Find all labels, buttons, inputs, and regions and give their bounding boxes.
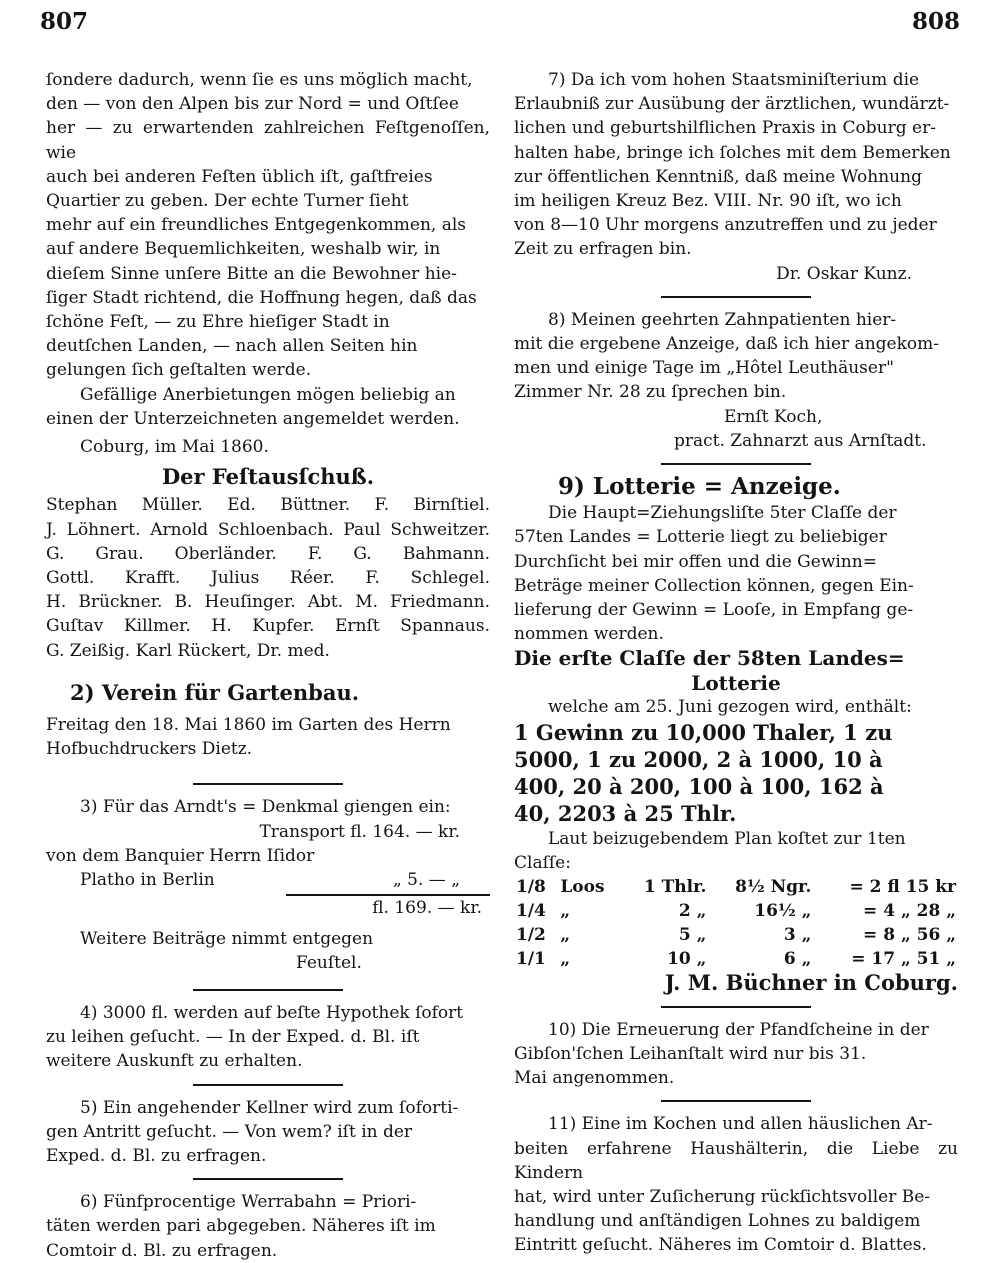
ad-dentist-title: pract. Zahnarzt aus Arnſtadt. — [674, 430, 927, 451]
table-cell: „ — [560, 949, 571, 970]
page-number-right: 808 — [911, 8, 960, 35]
text-line: täten werden pari abgegeben. Näheres iſt im — [46, 1216, 436, 1237]
text-line: 8) Meinen geehrten Zahnpatienten hier- — [548, 309, 897, 330]
text-line: deutſchen Landen, — nach allen Seiten hin — [46, 336, 418, 357]
text-line: nommen werden. — [514, 624, 664, 645]
table-cell: = 8 „ 56 „ — [863, 925, 956, 946]
text-line: 5) Ein angehender Kellner wird zum ſoforti- — [80, 1097, 459, 1118]
text-line: einen der Unterzeichneten angemeldet werden. — [46, 408, 460, 429]
text-line: beiten erfahrene Haushälterin, die Liebe zu Kindern — [514, 1138, 958, 1183]
page-number-left: 807 — [40, 8, 89, 35]
committee-names — [46, 493, 490, 662]
text-line: Beträge meiner Collection können, gegen Ein- — [514, 575, 914, 596]
text-line: hat, wird unter Zuſicherung rückſichtsvoller Be- — [514, 1186, 931, 1207]
festival-notice — [46, 68, 490, 489]
table-cell: 1/8 — [516, 877, 546, 898]
ad-railway-bonds — [46, 1190, 490, 1263]
table-cell: 5 „ — [678, 925, 707, 946]
text-line: lichen und geburtshilflichen Praxis in Coburg er- — [514, 118, 936, 139]
text-line: 57ten Landes = Lotterie liegt zu beliebiger — [514, 527, 887, 548]
table-cell: 16½ „ — [754, 901, 812, 922]
table-cell: 6 „ — [783, 949, 812, 970]
lottery-plan: Laut beizugebendem Plan koſtet zur 1ten — [548, 829, 906, 850]
text-line: lieferung der Gewinn = Looſe, in Empfang ge- — [514, 600, 914, 621]
text-line: gen Antritt geſucht. — Von wem? iſt in der — [46, 1121, 413, 1142]
table-row — [514, 923, 958, 947]
ad-lottery — [514, 475, 958, 996]
table-cell: = 17 „ 51 „ — [851, 949, 956, 970]
text-line: von 8—10 Uhr morgens anzutreffen und zu jeder — [514, 215, 937, 236]
lottery-heading: 9) Lotterie = Anzeige. — [558, 473, 841, 501]
text-line: Zeit zu erfragen bin. — [514, 239, 692, 260]
ad-dentist-sign: Ernſt Koch, — [724, 406, 823, 427]
text-line: 7) Da ich vom hohen Staatsminiſterium die — [548, 70, 920, 90]
section-divider — [661, 463, 811, 465]
text-line: Eintritt geſucht. Näheres im Comtoir d. Blattes. — [514, 1235, 927, 1256]
text-line: Mai angenommen. — [514, 1068, 675, 1089]
text-line: handlung und anſtändigen Lohnes zu baldigem — [514, 1211, 921, 1232]
committee-title: Der Feſtausſchuß. — [161, 464, 375, 490]
committee-line: G. Zeißig. Karl Rückert, Dr. med. — [46, 640, 330, 661]
table-cell: 1 Thlr. — [643, 877, 707, 898]
table-row — [514, 899, 958, 923]
section-divider — [661, 1006, 811, 1008]
table-cell: 2 „ — [678, 901, 707, 922]
text-line: men und einige Tage im „Hôtel Leuthäuser" — [514, 358, 894, 379]
table-cell: = 2 fl 15 kr — [849, 877, 956, 898]
ad-mortgage — [46, 1001, 490, 1074]
arndt-donor-amount: „ 5. — „ — [392, 870, 460, 891]
text-line: gelungen ſich geſtalten werde. — [46, 360, 312, 381]
ad-doctor — [514, 68, 958, 286]
lottery-prizes: 40, 2203 à 25 Thlr. — [514, 801, 737, 827]
arndt-section — [46, 795, 490, 974]
arndt-donor-name: Platho in Berlin — [80, 870, 215, 891]
text-line: Comtoir d. Bl. zu erfragen. — [46, 1240, 278, 1261]
text-line: ſiger Stadt richtend, die Hoffnung hegen, daß das — [46, 287, 477, 308]
table-cell: = 4 „ 28 „ — [863, 901, 956, 922]
committee-line: J. Löhnert. Arnold Schloenbach. Paul Schweitzer. — [46, 519, 490, 540]
table-cell: 10 „ — [667, 949, 707, 970]
arndt-donor-row — [46, 868, 490, 892]
lottery-price-table — [514, 875, 958, 971]
lottery-prizes: 5000, 1 zu 2000, 2 à 1000, 10 à — [514, 747, 883, 773]
text-line: dieſem Sinne unſere Bitte an die Bewohner hie- — [46, 263, 457, 284]
text-line: Quartier zu geben. Der echte Turner ſieht — [46, 191, 409, 212]
text-line: im heiligen Kreuz Bez. VIII. Nr. 90 iſt, wo ich — [514, 191, 902, 212]
committee-line: Stephan Müller. Ed. Büttner. F. Birnſtiel. — [46, 495, 490, 516]
table-cell: 3 „ — [783, 925, 812, 946]
text-line: Gibſon'ſchen Leihanſtalt wird nur bis 31. — [514, 1043, 867, 1064]
ad-dentist — [514, 308, 958, 453]
text-line: Erlaubniß zur Ausübung der ärztlichen, wundärzt- — [514, 94, 950, 115]
text-line: zu leihen geſucht. — In der Exped. d. Bl. iſt — [46, 1027, 420, 1048]
table-cell: „ — [560, 901, 571, 922]
text-line: Hofbuchdruckers Dietz. — [46, 739, 253, 760]
section-divider — [193, 1178, 343, 1180]
text-line: den — von den Alpen bis zur Nord = und Oſtſee — [46, 94, 459, 115]
table-cell: „ — [560, 925, 571, 946]
text-line: 10) Die Erneuerung der Pfandſcheine in der — [548, 1019, 929, 1040]
arndt-heading: 3) Für das Arndt's = Denkmal giengen ein: — [80, 797, 451, 818]
section-divider — [661, 296, 811, 298]
ad-waiter — [46, 1096, 490, 1169]
lottery-prizes: 400, 20 à 200, 100 à 100, 162 à — [514, 774, 884, 800]
table-cell: 8½ Ngr. — [735, 877, 812, 898]
table-cell: 1/2 — [516, 925, 546, 946]
lottery-draw: welche am 25. Juni gezogen wird, enthält: — [548, 696, 912, 717]
lottery-class: Die erſte Claſſe der 58ten Landes= — [514, 646, 905, 671]
arndt-total: fl. 169. — kr. — [372, 898, 482, 919]
committee-line: Gottl. Krafft. Julius Réer. F. Schlegel. — [46, 568, 490, 589]
section-divider — [193, 783, 343, 785]
section-divider — [193, 1084, 343, 1086]
lottery-plan: Claſſe: — [514, 853, 571, 874]
arndt-more: Weitere Beiträge nimmt entgegen — [80, 928, 374, 949]
text-line: Durchſicht bei mir offen und die Gewinn= — [514, 551, 877, 572]
garden-heading: 2) Verein für Gartenbau. — [70, 679, 360, 705]
text-line: weitere Auskunft zu erhalten. — [46, 1051, 303, 1072]
committee-line: Guſtav Killmer. H. Kupfer. Ernſt Spannaus. — [46, 616, 490, 637]
text-line: halten habe, bringe ich ſolches mit dem Bemerken — [514, 142, 951, 163]
arndt-donor: von dem Banquier Herrn Iſidor — [46, 845, 315, 866]
text-line: 6) Fünfprocentige Werrabahn = Priori- — [80, 1192, 417, 1213]
text-line: auf andere Bequemlichkeiten, weshalb wir, in — [46, 239, 441, 260]
text-line: zur öffentlichen Kenntniß, daß meine Wohnung — [514, 166, 922, 187]
text-line: ſondere dadurch, wenn ſie es uns möglich macht, — [46, 70, 473, 90]
text-line: ſchöne Feſt, — zu Ehre hieſiger Stadt in — [46, 312, 390, 333]
text-line: mehr auf ein freundliches Entgegenkommen, als — [46, 215, 466, 236]
committee-line: H. Brückner. B. Heuſinger. Abt. M. Friedmann. — [46, 592, 490, 613]
text-line: Die Haupt=Ziehungsliſte 5ter Claſſe der — [548, 503, 897, 524]
lottery-prizes: 1 Gewinn zu 10,000 Thaler, 1 zu — [514, 720, 893, 746]
arndt-transport: Transport fl. 164. — kr. — [259, 821, 460, 842]
place-date: Coburg, im Mai 1860. — [80, 437, 269, 458]
text-line: 4) 3000 fl. werden auf beſte Hypothek ſofort — [80, 1002, 464, 1023]
section-divider — [193, 989, 343, 991]
right-column — [514, 68, 958, 1258]
table-row — [514, 947, 958, 971]
lottery-class: Lotterie — [691, 670, 781, 695]
text-line: Freitag den 18. Mai 1860 im Garten des Herrn — [46, 715, 451, 736]
text-line: Zimmer Nr. 28 zu ſprechen bin. — [514, 382, 787, 403]
committee-line: G. Grau. Oberländer. F. G. Bahmann. — [46, 543, 490, 564]
left-column — [46, 68, 490, 1263]
lottery-sign: J. M. Büchner in Coburg. — [664, 970, 958, 996]
text-line: 11) Eine im Kochen und allen häuslichen Ar- — [548, 1114, 933, 1135]
ad-housekeeper — [514, 1112, 958, 1257]
table-cell: Loos — [560, 877, 605, 898]
section-divider — [661, 1100, 811, 1102]
table-cell: 1/1 — [516, 949, 546, 970]
text-line: Exped. d. Bl. zu erfragen. — [46, 1145, 267, 1166]
ad-pawnshop — [514, 1018, 958, 1091]
table-cell: 1/4 — [516, 901, 546, 922]
text-line: mit die ergebene Anzeige, daß ich hier angekom- — [514, 334, 939, 355]
arndt-sign: Feuſtel. — [296, 952, 362, 973]
text-line: auch bei anderen Feſten üblich iſt, gaſtfreies — [46, 166, 433, 187]
table-row — [514, 875, 958, 899]
ad-doctor-sign: Dr. Oskar Kunz. — [776, 263, 912, 284]
text-line: Gefällige Anerbietungen mögen beliebig an — [80, 384, 456, 405]
text-line: her — zu erwartenden zahlreichen Feſtgenoſſen, wie — [46, 118, 490, 163]
